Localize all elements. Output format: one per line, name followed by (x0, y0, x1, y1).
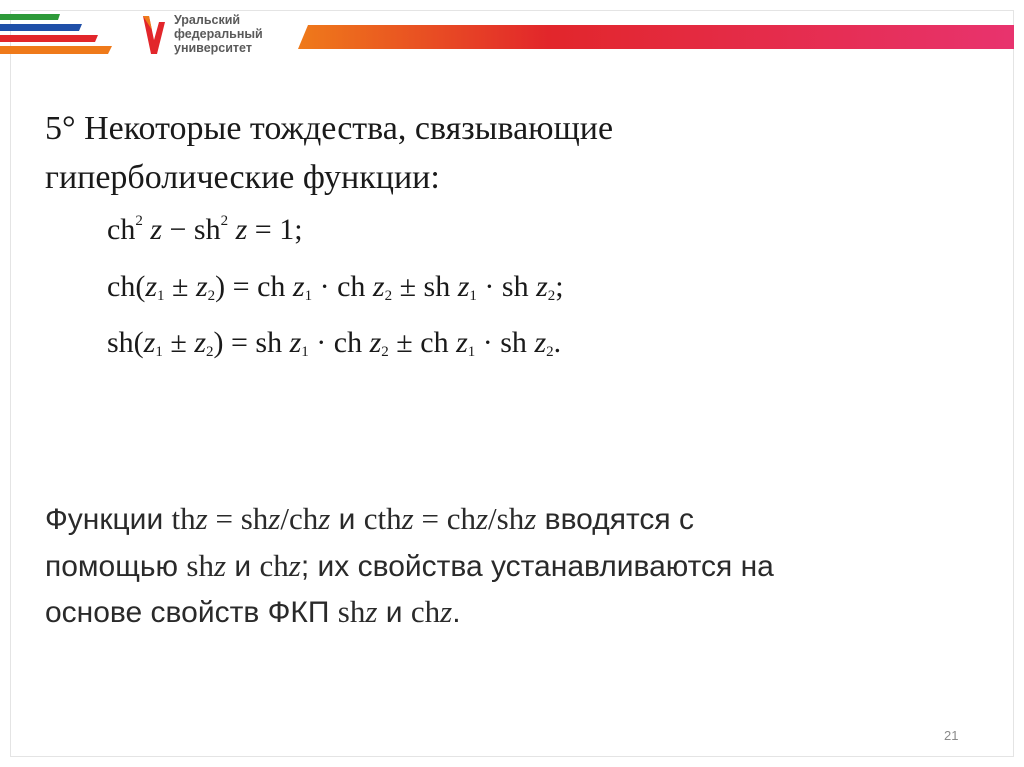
logo-line: федеральный (174, 27, 263, 41)
formula-identity-3: $sh(z_1 \pm z_2)$ = sh $z_1$ · ch $z_2$ ± ch $z_1$ · sh $z_2$. (107, 326, 562, 360)
formula-identity-2: $ch(z_1 \pm z_2)$ = ch $z_1$ · ch $z_2$ ± sh $z_1$ · sh $z_2$; (107, 270, 564, 304)
color-stripes-left (0, 12, 112, 62)
heading-line-2: гиперболические функции: (45, 159, 440, 196)
logo-line: Уральский (174, 13, 241, 27)
color-stripe-right (298, 25, 1014, 49)
university-logo-text (174, 13, 263, 55)
university-logo-icon (141, 14, 167, 56)
note-line-2: помощью shz и chz; их свойства устанавливаются на (45, 547, 774, 583)
logo-line: университет (174, 41, 252, 55)
heading-line-1: 5° Некоторые тождества, связывающие (45, 110, 614, 147)
note-line-3: основе свойств ФКП shz и chz. (45, 594, 461, 629)
page-number: 21 (944, 728, 959, 743)
note-line-1: Функции thz = shz/chz и cthz = chz/shz вводятся с (45, 501, 694, 536)
note-paragraph (45, 496, 985, 636)
formula-identity-1: $ch^2$ $z - sh^2$ z = 1; (107, 213, 303, 246)
slide-heading (45, 104, 945, 202)
